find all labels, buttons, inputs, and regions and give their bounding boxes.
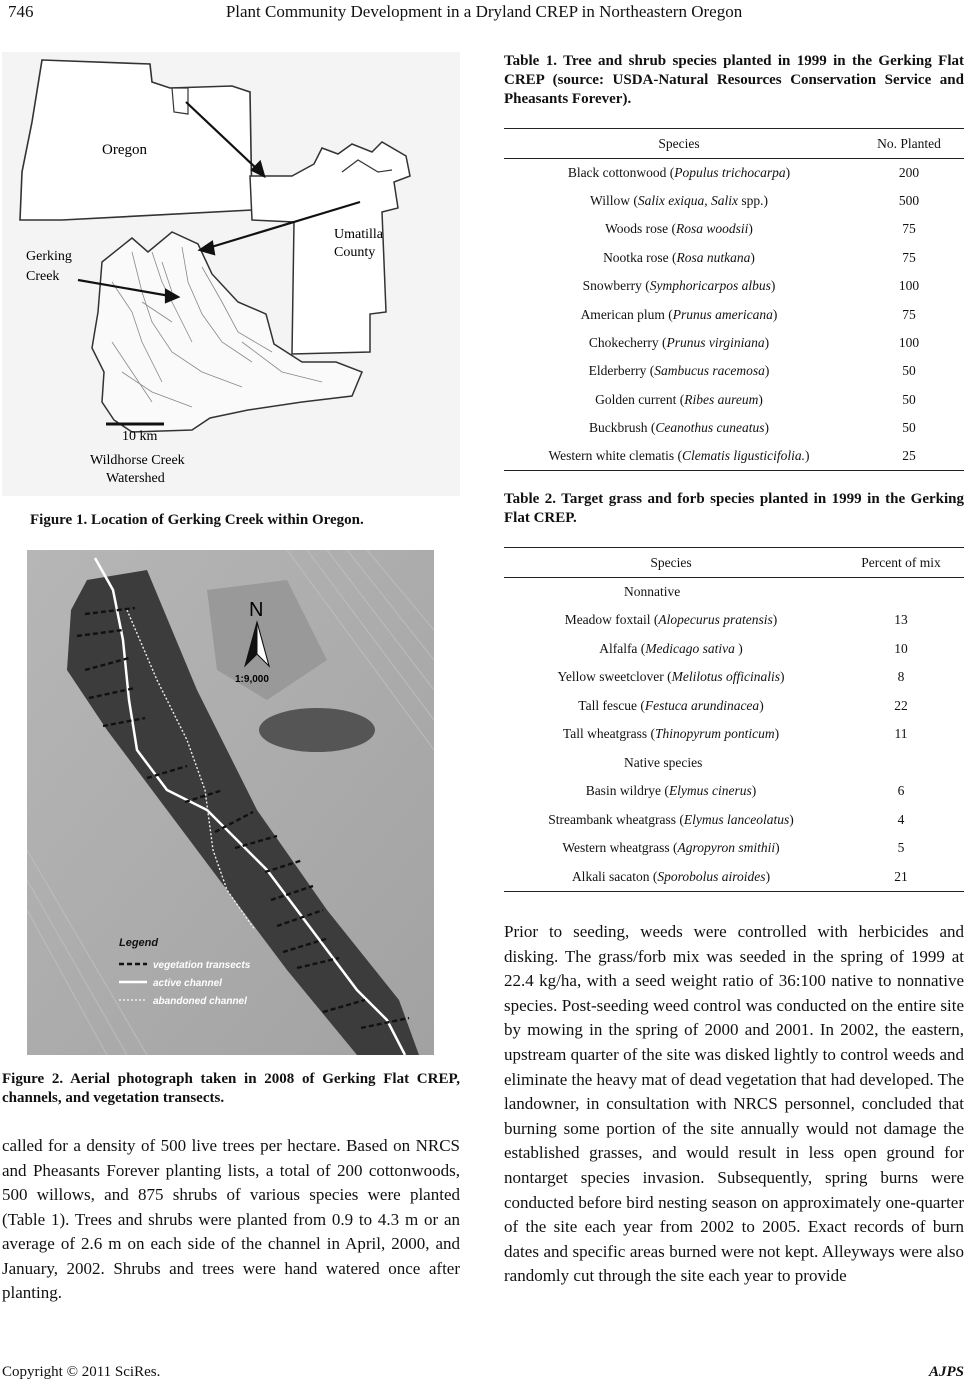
scientific-name: Sambucus racemosa <box>654 363 765 379</box>
species-cell: Alkali sacaton (Sporobolus airoides) <box>504 863 838 892</box>
table-row <box>504 777 964 806</box>
scale-label: 1:9,000 <box>235 674 269 685</box>
running-title: Plant Community Development in a Dryland CREP in Northeastern Oregon <box>225 2 743 21</box>
page-header <box>0 0 968 26</box>
value-cell: 50 <box>902 420 916 436</box>
table-row <box>504 663 964 692</box>
table-2 <box>504 547 964 892</box>
table-1-header-count: No. Planted <box>854 129 964 159</box>
scientific-name: Medicago sativa <box>645 640 735 656</box>
scientific-name: Melilotus officinalis <box>671 669 780 685</box>
north-label: N <box>249 599 264 621</box>
table-row <box>504 159 964 187</box>
table-2-caption: Table 2. Target grass and forb species planted in 1999 in the Gerking Flat CREP. <box>504 491 964 526</box>
scientific-name: Prunus virginiana <box>666 335 765 351</box>
copyright: Copyright © 2011 SciRes. <box>2 1364 161 1380</box>
scientific-name: Ribes aureum <box>684 391 759 407</box>
scientific-name: Elymus cinerus <box>668 783 752 799</box>
scientific-name: Prunus americana <box>672 306 773 322</box>
figure-1-map <box>2 52 460 496</box>
species-cell: Willow (Salix exiqua, Salix spp.) <box>590 193 768 209</box>
value-cell: 50 <box>902 391 916 407</box>
fig1-label-gerking-2: Creek <box>26 269 60 284</box>
value-cell: 4 <box>897 811 905 827</box>
species-cell: Elderberry (Sambucus racemosa) <box>588 363 770 379</box>
figure-2-aerial-photo <box>27 550 434 1055</box>
table-row <box>504 244 964 272</box>
table-row <box>504 720 964 749</box>
figure-1-caption: Figure 1. Location of Gerking Creek within Oregon. <box>30 512 364 528</box>
table-row <box>504 300 964 328</box>
value-cell: 25 <box>854 442 964 470</box>
scientific-name: Elymus lanceolatus <box>683 811 790 827</box>
table-row <box>504 414 964 442</box>
fig1-label-umatilla-1: Umatilla <box>334 227 383 242</box>
scientific-name: Thinopyrum ponticum <box>654 726 775 742</box>
table-row <box>504 357 964 385</box>
table-row <box>504 187 964 215</box>
fig1-label-oregon: Oregon <box>102 142 147 158</box>
table-section-row <box>504 749 964 778</box>
table-2-header-species: Species <box>504 548 838 578</box>
section-title: Native species <box>624 754 703 770</box>
scientific-name: Populus trichocarpa <box>674 164 786 180</box>
species-cell: Nootka rose (Rosa nutkana) <box>603 249 755 265</box>
species-cell: Golden current (Ribes aureum) <box>595 391 763 407</box>
table-row <box>504 834 964 863</box>
legend-title: Legend <box>119 937 159 949</box>
value-cell: 500 <box>898 193 920 209</box>
value-cell: 10 <box>894 640 908 656</box>
value-cell: 11 <box>894 726 908 742</box>
section-title: Nonnative <box>624 584 681 599</box>
species-cell: Western white clematis (Clematis ligusticifolia.) <box>504 442 854 470</box>
scientific-name: Symphoricarpos albus <box>649 278 771 294</box>
species-cell: Basin wildrye (Elymus cinerus) <box>585 783 757 799</box>
scientific-name: Rosa nutkana <box>676 249 751 265</box>
table-section-row <box>504 578 964 607</box>
figure-2-caption: Figure 2. Aerial photograph taken in 2008 of Gerking Flat CREP, channels, and vegetation transects. <box>2 1071 460 1106</box>
scientific-name: Clematis ligusticifolia. <box>681 448 805 464</box>
species-cell: Snowberry (Symphoricarpos albus) <box>582 278 776 294</box>
legend-item-abandoned: abandoned channel <box>153 996 247 1007</box>
journal-abbrev: AJPS <box>928 1364 964 1380</box>
body-paragraph-left: called for a density of 500 live trees per hectare. Based on NRCS and Pheasants Forever planting lists, a total of 200 cottonwoods, 500 willows, and 875 shrubs of various species were planted (Table 1). Trees and shrubs were planted from 0.9 to 4.3 m or an average of 2.6 m on each side of the channel in April, 2000, and January, 2002. Shrubs and trees were hand watered once after planting. <box>2 1136 460 1302</box>
fig1-label-scale: 10 km <box>122 429 158 444</box>
scientific-name: Rosa woodsii <box>676 221 749 237</box>
value-cell: 22 <box>894 697 908 713</box>
species-cell: Chokecherry (Prunus virginiana) <box>588 335 770 351</box>
page-number: 746 <box>8 2 34 21</box>
table-row <box>504 442 964 470</box>
value-cell: 75 <box>902 249 916 265</box>
table-row <box>504 806 964 835</box>
scientific-name: Agropyron smithii <box>677 840 776 856</box>
table-row <box>504 863 964 892</box>
table-row <box>504 606 964 635</box>
fig1-label-watershed-1: Wildhorse Creek <box>90 453 185 468</box>
value-cell: 21 <box>838 863 964 892</box>
value-cell: 6 <box>897 783 905 799</box>
value-cell: 75 <box>902 221 916 237</box>
value-cell: 50 <box>902 363 916 379</box>
table-1 <box>504 128 964 471</box>
species-cell: Meadow foxtail (Alopecurus pratensis) <box>564 612 778 628</box>
body-paragraph-right: Prior to seeding, weeds were controlled with herbicides and disking. The grass/forb mix was seeded in the spring of 1999 at 22.4 kg/ha, with a seed weight ratio of 36:100 native to nonnative species. Post-seeding weed control was conducted on the entire site by mowing in the spring of 2000 and 2001. In 2002, the eastern, upstream quarter of the site was disked lightly to control weeds and eliminate the heavy mat of dead vegetation that had developed. The landowner, in consultation with NRCS personnel, concluded that burning some portion of the site annually would not damage the established grasses, and would result in less open ground for nontarget species invasion. Subsequently, spring burns were conducted before bird nesting season on approximately one-quarter of the site each year from 2002 to 2005. Exact records of burn dates and specific areas burned were not kept. Alleyways were also randomly cut through the site each year to provide <box>504 922 964 1286</box>
species-cell: Western wheatgrass (Agropyron smithii) <box>562 840 780 856</box>
species-cell: Tall wheatgrass (Thinopyrum ponticum) <box>562 726 780 742</box>
fig1-label-umatilla-2: County <box>334 245 376 260</box>
value-cell: 200 <box>898 164 920 180</box>
species-cell: Buckbrush (Ceanothus cuneatus) <box>589 420 769 436</box>
table-2-header-percent: Percent of mix <box>838 548 964 578</box>
fig1-label-gerking-1: Gerking <box>26 249 72 264</box>
fig1-label-watershed-2: Watershed <box>106 471 165 486</box>
scientific-name: Festuca arundinacea <box>644 697 760 713</box>
scientific-name: Salix exiqua, Salix <box>637 193 738 209</box>
value-cell: 100 <box>898 278 920 294</box>
table-row <box>504 215 964 243</box>
legend-item-transects: vegetation transects <box>153 960 251 971</box>
table-row <box>504 692 964 721</box>
table-1-header-species: Species <box>504 129 854 159</box>
species-cell: American plum (Prunus americana) <box>580 306 778 322</box>
species-cell: Alfalfa (Medicago sativa ) <box>599 640 743 656</box>
table-row <box>504 635 964 664</box>
table-row <box>504 329 964 357</box>
species-cell: Woods rose (Rosa woodsii) <box>605 221 753 237</box>
scientific-name: Alopecurus pratensis <box>658 612 773 628</box>
value-cell: 75 <box>902 306 916 322</box>
legend-item-active: active channel <box>153 978 222 989</box>
table-1-caption: Table 1. Tree and shrub species planted in 1999 in the Gerking Flat CREP (source: USDA-Natural Resources Conservation Service and Pheasants Forever). <box>504 53 964 107</box>
value-cell: 8 <box>897 669 905 685</box>
species-cell: Black cottonwood (Populus trichocarpa) <box>567 164 791 180</box>
species-cell: Yellow sweetclover (Melilotus officinalis) <box>557 669 785 685</box>
table-row <box>504 386 964 414</box>
value-cell: 13 <box>894 612 908 628</box>
scientific-name: Sporobolus airoides <box>657 868 766 884</box>
species-cell: Streambank wheatgrass (Elymus lanceolatus) <box>548 811 794 827</box>
value-cell: 100 <box>898 335 920 351</box>
table-row <box>504 272 964 300</box>
species-cell: Tall fescue (Festuca arundinacea) <box>578 697 764 713</box>
scientific-name: Ceanothus cuneatus <box>655 420 765 436</box>
value-cell: 5 <box>897 840 905 856</box>
